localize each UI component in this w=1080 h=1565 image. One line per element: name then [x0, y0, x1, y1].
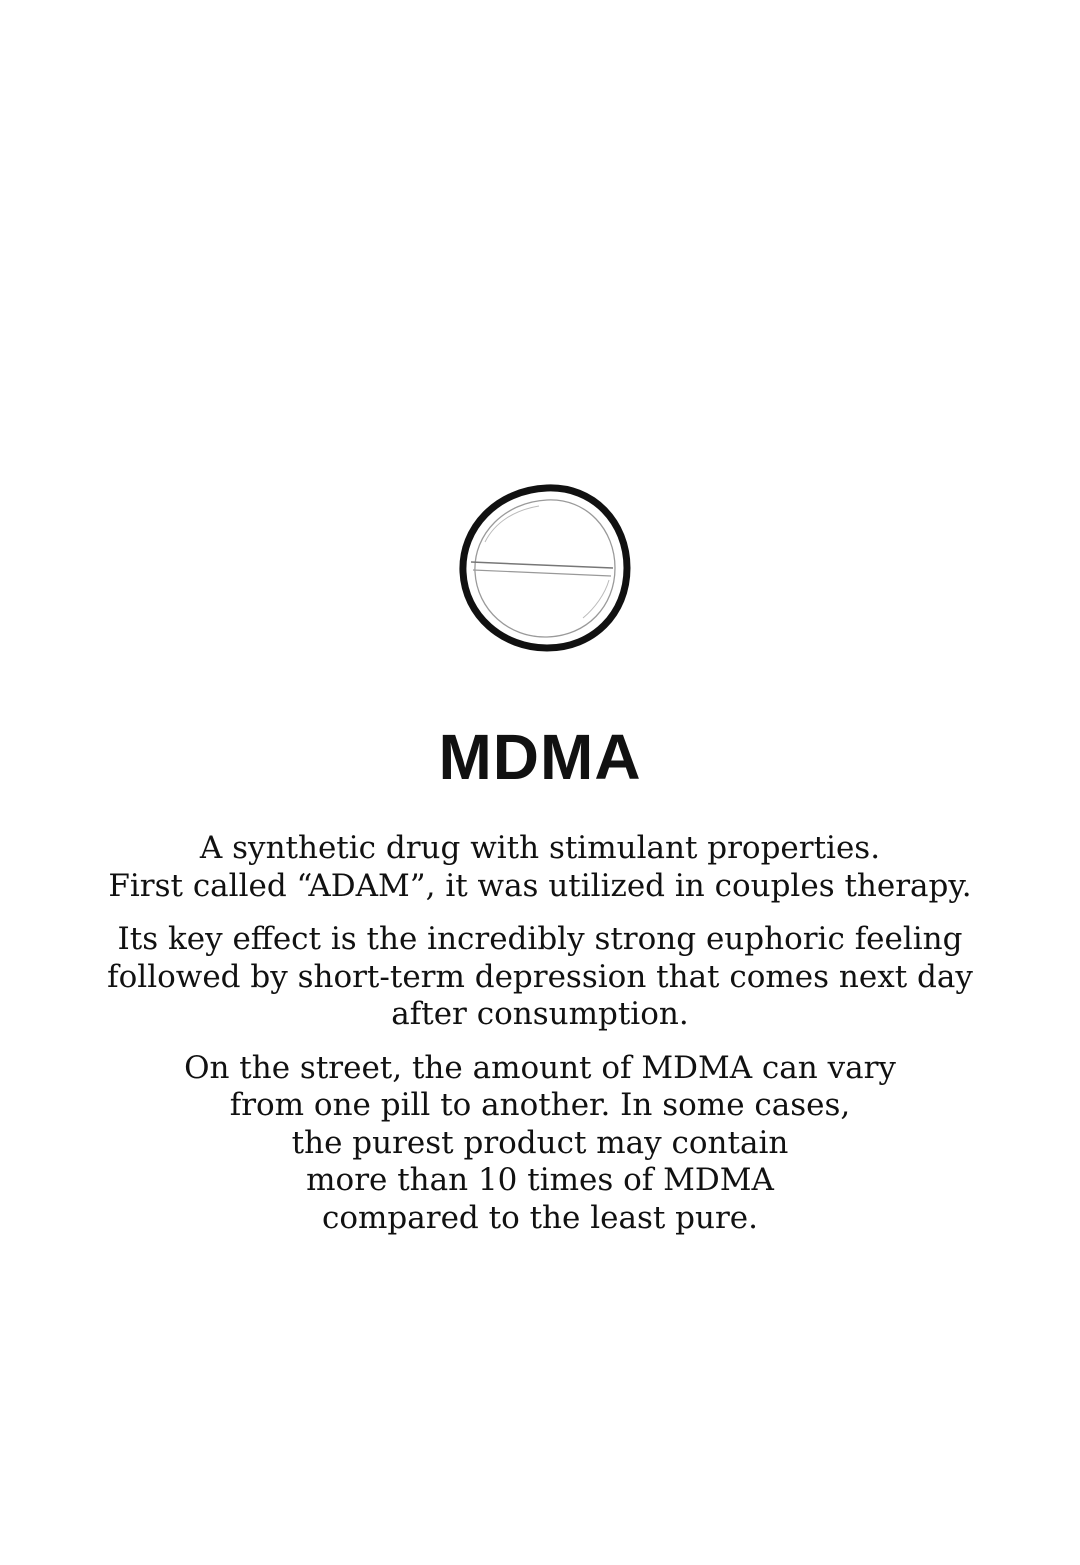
text-line: compared to the least pure. [322, 1199, 758, 1236]
text-line: from one pill to another. In some cases, [229, 1087, 851, 1123]
text-line: followed by short-term depression that comes next day [107, 958, 973, 995]
paragraph-street [0, 1050, 1080, 1238]
paragraph-intro [0, 830, 1080, 905]
text-line: First called “ADAM”, it was utilized in couples therapy. [108, 867, 972, 904]
description [0, 830, 1080, 1253]
text-line: after consumption. [391, 996, 689, 1032]
text-line: more than 10 times of MDMA [306, 1162, 774, 1198]
pill-icon [455, 482, 635, 657]
text-line: Its key effect is the incredibly strong euphoric feeling [117, 921, 963, 957]
page-title: MDMA [438, 721, 642, 793]
text-line: On the street, the amount of MDMA can vary [184, 1049, 896, 1086]
text-line: A synthetic drug with stimulant properties. [199, 830, 881, 866]
text-line: the purest product may contain [291, 1124, 789, 1161]
paragraph-effect [0, 921, 1080, 1034]
